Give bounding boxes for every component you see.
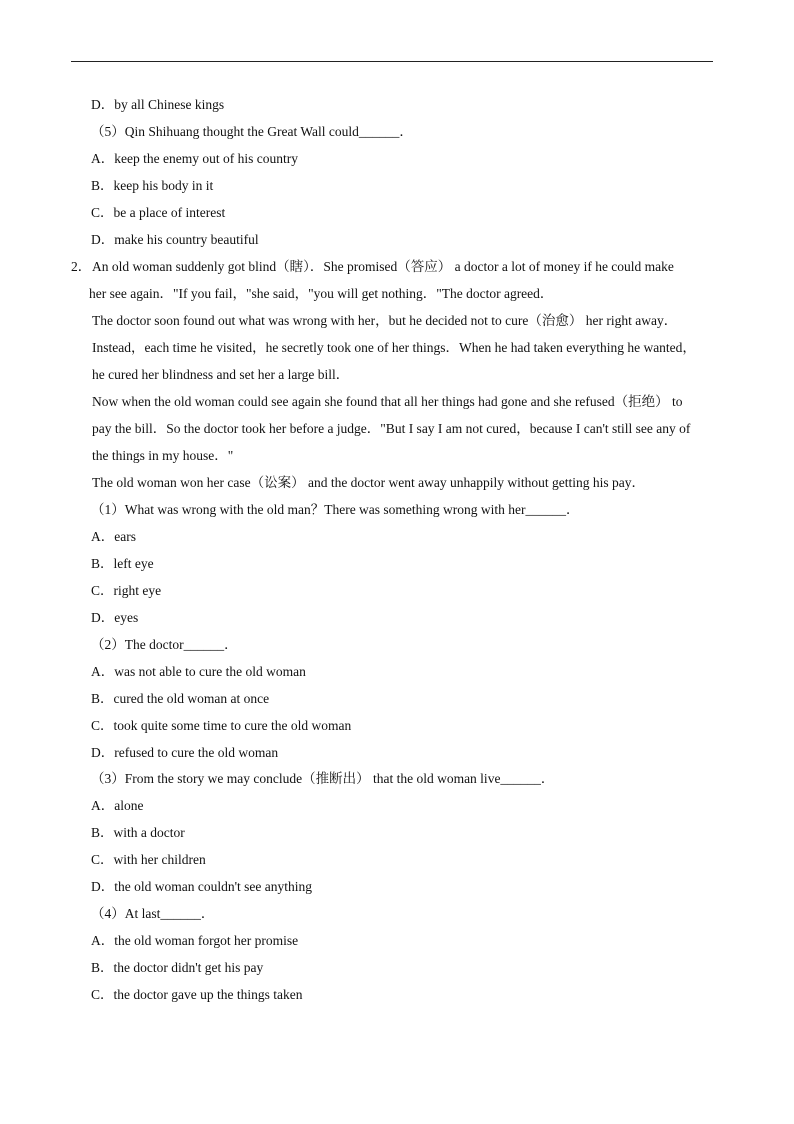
- q2-sub1-option-b: B．left eye: [91, 556, 154, 571]
- q2-sub3-option-d: D．the old woman couldn't see anything: [91, 879, 313, 894]
- q1-q5-option-c: C．be a place of interest: [91, 205, 226, 220]
- q2-passage-line: the things in my house．": [92, 448, 234, 463]
- q1-q5-option-a: A．keep the enemy out of his country: [91, 151, 298, 166]
- q2-sub1-option-c: C．right eye: [91, 583, 162, 598]
- q1-q5-option-b: B．keep his body in it: [91, 178, 214, 193]
- q2-sub2-stem: （2）The doctor______．: [91, 637, 238, 652]
- q2-passage-line: The old woman won her case（讼案） and the doctor went away unhappily without getting his pay．: [92, 475, 646, 490]
- q2-passage-line: he cured her blindness and set her a large bill．: [92, 367, 350, 382]
- header-rule: [71, 61, 713, 62]
- q2-sub1-option-a: A．ears: [91, 529, 136, 544]
- q2-sub4-option-b: B．the doctor didn't get his pay: [91, 960, 264, 975]
- q2-passage-line: her see again．"If you fail，"she said，"you will get nothing．"The doctor agreed．: [89, 286, 554, 301]
- q2-sub1-option-d: D．eyes: [91, 610, 139, 625]
- q2-passage-line: Instead，each time he visited，he secretly took one of her things．When he had taken everything he wanted，: [92, 340, 696, 355]
- q2-sub4-option-c: C．the doctor gave up the things taken: [91, 987, 303, 1002]
- q2-sub2-option-d: D．refused to cure the old woman: [91, 745, 279, 760]
- q2-passage-line: The doctor soon found out what was wrong with her，but he decided not to cure（治愈） her right away．: [92, 313, 678, 328]
- q2-sub2-option-b: B．cured the old woman at once: [91, 691, 270, 706]
- q2-number: 2．: [71, 259, 92, 274]
- q2-sub2-option-a: A．was not able to cure the old woman: [91, 664, 306, 679]
- q2-sub3-stem: （3）From the story we may conclude（推断出） that the old woman live______．: [91, 771, 555, 786]
- q2-sub3-option-b: B．with a doctor: [91, 825, 185, 840]
- q2-passage-line: Now when the old woman could see again she found that all her things had gone and she refused（拒绝） to: [92, 394, 683, 409]
- q2-sub4-option-a: A．the old woman forgot her promise: [91, 933, 299, 948]
- q2-passage-line: pay the bill．So the doctor took her before a judge．"But I say I am not cured，because I can't still see any of: [92, 421, 691, 436]
- q1-q5-stem: （5）Qin Shihuang thought the Great Wall could______．: [91, 124, 413, 139]
- q2-sub2-option-c: C．took quite some time to cure the old woman: [91, 718, 352, 733]
- q2-sub1-stem: （1）What was wrong with the old man？There was something wrong with her______．: [91, 502, 580, 517]
- q1-q5-option-d: D．make his country beautiful: [91, 232, 259, 247]
- q1-q4-option-d: D．by all Chinese kings: [91, 97, 225, 112]
- q2-sub4-stem: （4）At last______．: [91, 906, 215, 921]
- q2-sub3-option-c: C．with her children: [91, 852, 206, 867]
- q2-sub3-option-a: A．alone: [91, 798, 144, 813]
- q2-passage-line: An old woman suddenly got blind（瞎）．She promised（答应） a doctor a lot of money if he could make: [92, 259, 674, 274]
